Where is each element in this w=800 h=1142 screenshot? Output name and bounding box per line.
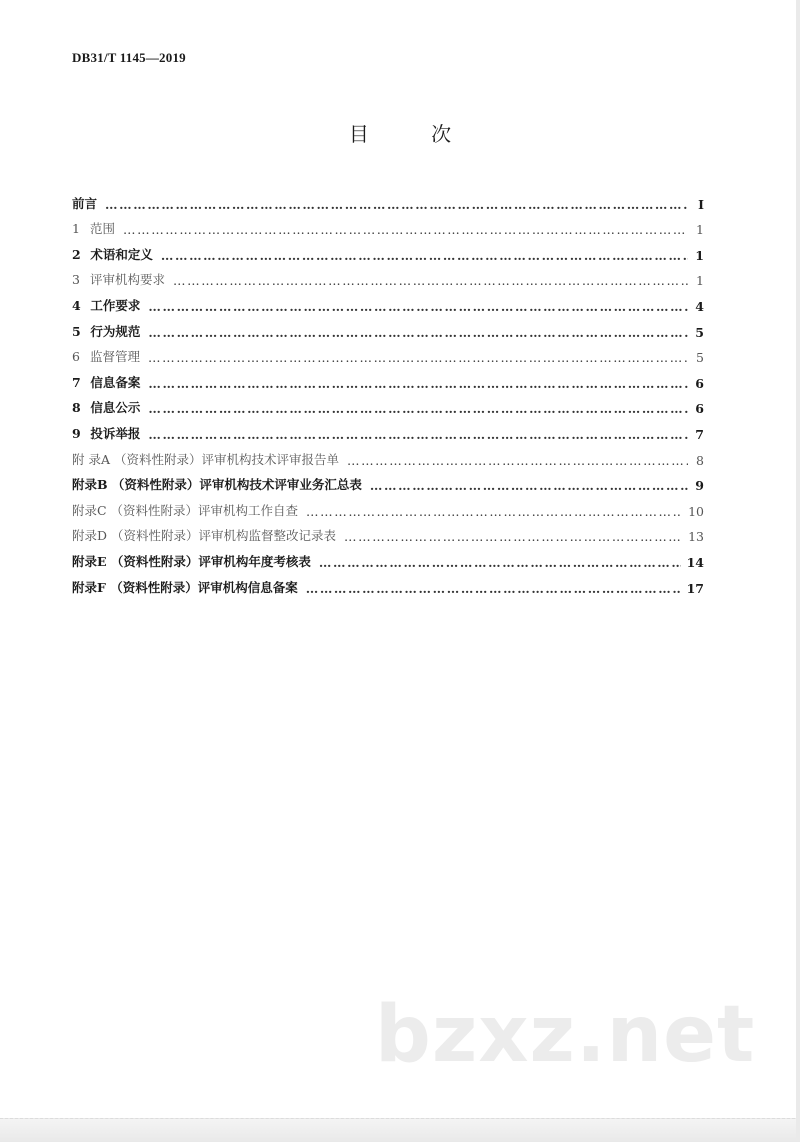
toc-page-number: 1 [695,247,704,263]
toc-page-number: I [698,196,704,212]
table-of-contents [72,186,704,596]
toc-entry-5[interactable] [72,314,704,340]
toc-leader-dots [105,197,688,212]
toc-page-number: 1 [696,273,704,289]
toc-entry-label: 9 投诉举报 [72,425,141,441]
toc-entry-label: 附录B （资料性附录）评审机构技术评审业务汇总表 [72,477,362,493]
toc-page-number: 14 [686,554,704,570]
toc-entry-appendix-e[interactable] [72,544,704,570]
toc-entry-appendix-f[interactable] [72,570,704,596]
toc-entry-number: 9 [72,425,81,441]
toc-entry-1[interactable] [72,212,704,238]
toc-entry-2[interactable] [72,237,704,263]
toc-page-number: 17 [686,580,704,596]
toc-entry-6[interactable] [72,340,704,366]
toc-entry-4[interactable] [72,288,704,314]
toc-entry-number: 8 [72,400,81,416]
page-bottom-edge [0,1118,800,1142]
toc-page-number: 13 [688,529,704,545]
toc-page-number: 9 [695,478,704,494]
toc-entry-3[interactable] [72,263,704,289]
toc-title: 目 次 [348,122,480,146]
toc-entry-number: 1 [72,221,80,237]
toc-entry-appendix-d[interactable] [72,519,704,545]
toc-entry-label: 前言 [72,195,98,211]
toc-leader-dots [148,427,688,442]
toc-entry-number: 6 [72,349,80,365]
toc-leader-dots [148,401,688,416]
toc-page-number: 5 [695,324,704,340]
toc-entry-appendix-a[interactable] [72,442,704,468]
toc-page-number: 4 [695,298,704,314]
toc-entry-number: 3 [72,272,80,288]
toc-page-number: 6 [695,375,704,391]
toc-leader-dots [306,581,681,596]
toc-page-number: 6 [695,401,704,417]
toc-leader-dots [319,555,681,570]
toc-leader-dots [148,325,688,340]
document-code: DB31/T 1145—2019 [72,50,186,65]
toc-page-number: 7 [695,426,704,442]
toc-leader-dots [123,222,688,237]
toc-entry-label: 5 行为规范 [72,323,141,339]
toc-entry-label: 附录D （资料性附录）评审机构监督整改记录表 [72,528,336,544]
watermark-logo: bzxz.net [375,990,756,1080]
toc-entry-number: 4 [72,297,81,313]
page-right-edge [796,0,800,1141]
toc-leader-dots [148,299,688,314]
toc-leader-dots [370,478,688,493]
toc-entry-label: 2 术语和定义 [72,246,153,262]
toc-entry-number: 5 [72,323,81,339]
toc-entry-label: 附 录A （资料性附录）评审机构技术评审报告单 [72,451,339,467]
toc-page-number: 5 [696,350,704,366]
toc-entry-appendix-b[interactable] [72,468,704,494]
toc-leader-dots [347,453,688,468]
toc-entry-label: 4 工作要求 [72,297,141,313]
toc-entry-label: 3 评审机构要求 [72,272,165,288]
toc-entry-foreword[interactable] [72,186,704,212]
toc-entry-label: 8 信息公示 [72,400,141,416]
toc-entry-number: 7 [72,374,81,390]
toc-entry-label: 附录C （资料性附录）评审机构工作自查 [72,502,299,518]
toc-leader-dots [148,376,688,391]
toc-entry-7[interactable] [72,365,704,391]
toc-leader-dots [344,529,682,544]
toc-entry-appendix-c[interactable] [72,493,704,519]
toc-entry-label: 1 范围 [72,221,115,237]
toc-page-number: 1 [696,222,704,238]
toc-entry-label: 7 信息备案 [72,374,141,390]
toc-entry-9[interactable] [72,416,704,442]
toc-entry-label: 附录F （资料性附录）评审机构信息备案 [72,579,298,595]
toc-leader-dots [161,248,688,263]
toc-page-number: 8 [696,452,704,468]
toc-page-number: 10 [688,503,704,519]
toc-entry-label: 附录E （资料性附录）评审机构年度考核表 [72,553,311,569]
toc-entry-8[interactable] [72,391,704,417]
toc-leader-dots [173,273,688,288]
toc-entry-label: 6 监督管理 [72,349,140,365]
toc-entry-number: 2 [72,246,81,262]
toc-leader-dots [148,350,688,365]
toc-leader-dots [306,504,682,519]
